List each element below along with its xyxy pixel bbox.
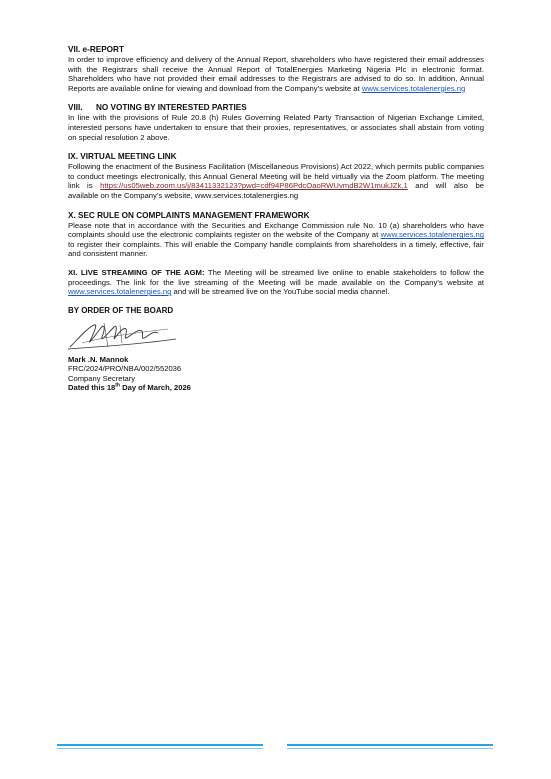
date-prefix: Dated this 18 (68, 383, 116, 393)
section-body (68, 268, 484, 297)
section-ereport (68, 44, 484, 93)
section-no-voting (68, 102, 484, 142)
website-link[interactable]: www.services.totalenergies.ng (380, 230, 484, 240)
section-heading (68, 102, 484, 113)
section-virtual-meeting (68, 151, 484, 200)
section-heading: VII. e-REPORT (68, 45, 124, 54)
section-body: In line with the provisions of Rule 20.8 (h) Rules Governing Related Party Transaction of Nigerian Exchange Limited, interested persons have undertaken to ensure that their proxies, representatives, or associates shall abstain from voting on special resolution 2 above. (68, 113, 484, 142)
date-suffix: Day of March, 2026 (120, 383, 191, 393)
signatory-frc: FRC/2024/PRO/NBA/002/552036 (68, 364, 182, 374)
website-link[interactable]: www.services.totalenergies.ng (68, 287, 172, 297)
section-body (68, 162, 484, 200)
body-text: Following the enactment of the Business Facilitation (Miscellaneous Provisions) Act 2022, which permits public companies to conduct meetings electronically, this Annual General Meeting will be held virtually via the Zoom platform. The meeting link is (68, 162, 484, 191)
order-of-board: BY ORDER OF THE BOARD (68, 305, 174, 315)
body-text: In order to improve efficiency and delivery of the Annual Report, shareholders who have registered their email addresses with the Registrars shall receive the Annual Report of TotalEnergies Marketing Nigeria Plc in electronic format. Shareholders who have not provided their email addresses to the Registrars are advised to do so. In addition, Annual Reports are available online for viewing and download from the Company’s website at (68, 55, 484, 93)
section-heading: X. SEC RULE ON COMPLAINTS MANAGEMENT FRAMEWORK (68, 210, 310, 220)
document-page (68, 44, 484, 393)
body-text: and will also be available on the Company’s website, www.services.totalenergies.ng (68, 181, 484, 200)
footer-rule-left-thin (57, 748, 263, 749)
website-link[interactable]: www.services.totalenergies.ng (361, 83, 466, 93)
date-suffix-ordinal: th (115, 382, 120, 389)
footer-rule-right (287, 744, 493, 746)
section-body (68, 221, 484, 259)
section-complaints (68, 210, 484, 259)
footer-rule-left (57, 744, 263, 746)
section-title: NO VOTING BY INTERESTED PARTIES (96, 103, 247, 113)
signatory-name: Mark .N. Mannok (68, 354, 129, 364)
section-body (68, 55, 484, 93)
section-number: VIII. (68, 103, 83, 113)
signatory-block (68, 355, 484, 393)
section-heading: IX. VIRTUAL MEETING LINK (68, 152, 177, 162)
signature-image (64, 317, 184, 355)
signatory-title: Company Secretary (68, 373, 136, 383)
signatory-date (68, 383, 484, 393)
body-text: The Meeting will be streamed live online to enable stakeholders to follow the proceedings. The link for the live streaming of the Meeting will be made available on the Company’s website at (68, 267, 484, 287)
footer-rule-right-thin (287, 748, 493, 749)
body-text: Please note that in accordance with the Securities and Exchange Commission rule No. 10 (a) shareholders who have complaints should use the electronic complaints register on the website of the Company at (68, 220, 484, 240)
zoom-meeting-link[interactable]: https://us05web.zoom.us/j/83411332123?pwd=cdf94P86PdcOaoRWUvmdB2W1mukJZk.1 (100, 181, 408, 191)
section-live-streaming (68, 268, 484, 297)
section-heading: XI. LIVE STREAMING OF THE AGM: (68, 267, 205, 277)
body-text: and will be streamed live on the YouTube social media channel. (173, 287, 390, 297)
body-text: to register their complaints. This will enable the Company handle complaints from shareholders in a timely, effective, fair and consistent manner. (68, 239, 484, 259)
